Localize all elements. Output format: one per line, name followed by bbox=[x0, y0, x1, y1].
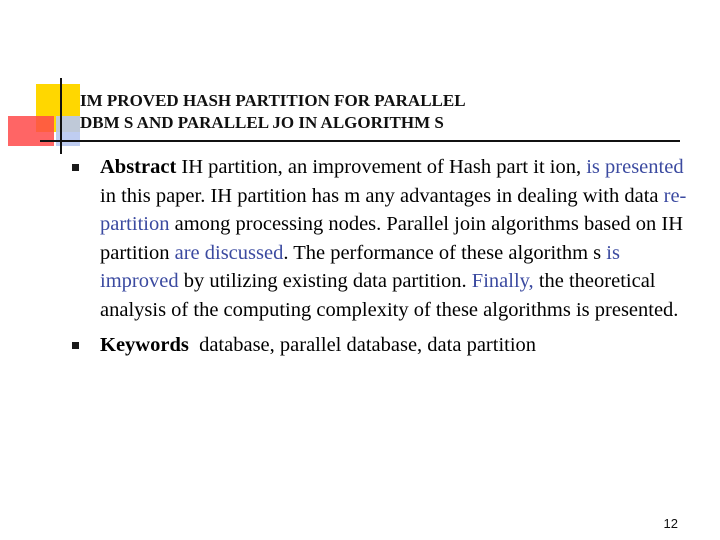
bullet-list bbox=[72, 153, 692, 359]
title-decoration bbox=[0, 0, 720, 160]
abstract-part-5: among processing nodes. Parallel join algorithms based on IH partition bbox=[100, 213, 684, 264]
abstract-text bbox=[100, 153, 692, 325]
title-underline bbox=[40, 140, 680, 142]
abstract-part-4: re-partition bbox=[100, 184, 687, 236]
page-number: 12 bbox=[663, 516, 678, 531]
abstract-part-2: is presented bbox=[586, 156, 684, 178]
title-line-1: IM PROVED HASH PARTITION FOR PARALLEL bbox=[80, 91, 466, 110]
slide-title bbox=[80, 90, 680, 134]
keywords-list: database, parallel database, data partition bbox=[188, 333, 537, 356]
title-line-2: DBM S AND PARALLEL JO IN ALGORITHM S bbox=[80, 113, 444, 132]
bullet-keywords bbox=[72, 331, 692, 360]
abstract-part-3: in this paper. IH partition has m any advantages in dealing with data bbox=[100, 184, 664, 207]
abstract-part-9: by utilizing existing data partition. bbox=[178, 270, 472, 293]
square-bullet-icon bbox=[72, 164, 79, 171]
abstract-label: Abstract bbox=[100, 156, 177, 178]
vertical-rule bbox=[60, 78, 62, 154]
abstract-part-10: Finally, bbox=[471, 270, 534, 293]
abstract-part-8: is improved bbox=[100, 241, 620, 293]
abstract-part-7: . The performance of these algorithm s bbox=[283, 241, 607, 264]
bullet-abstract bbox=[72, 153, 692, 325]
square-bullet-icon bbox=[72, 342, 79, 349]
abstract-part-6: are discussed bbox=[174, 241, 284, 264]
keywords-text bbox=[100, 331, 692, 360]
keywords-label: Keywords bbox=[100, 333, 189, 356]
abstract-part-11: the theoretical analysis of the computing complexity of these algorithms is presented. bbox=[100, 270, 679, 321]
abstract-part-1: IH partition, an improvement of Hash part it ion, bbox=[176, 156, 587, 178]
